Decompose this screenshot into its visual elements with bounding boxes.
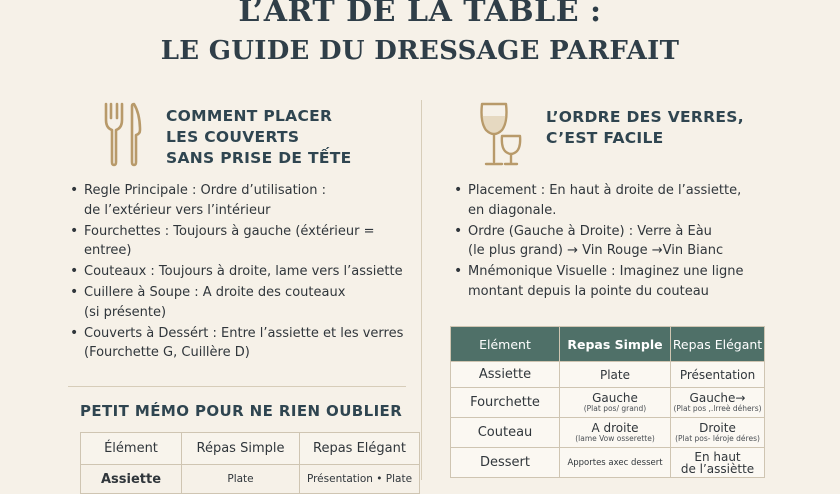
column-header: Repas Elégant bbox=[300, 433, 420, 465]
left-bullet-list bbox=[68, 181, 413, 364]
table-cell: Assiette bbox=[81, 465, 182, 494]
column-header: Répas Simple bbox=[182, 433, 300, 465]
table-cell bbox=[671, 448, 765, 478]
table-row bbox=[451, 418, 765, 448]
table-cell bbox=[560, 388, 671, 418]
memo-title: PETIT MÉMO POUR NE RIEN OUBLIER bbox=[80, 402, 403, 420]
cell-note: (Plat pos/ grand) bbox=[583, 404, 647, 413]
table-row bbox=[81, 465, 420, 494]
right-bullet-list bbox=[452, 181, 812, 303]
cell-main-text: Gauche bbox=[592, 391, 638, 405]
list-item: • Placement : En haut à droite de l’assiette, en diagonale. bbox=[452, 181, 812, 220]
left-heading-line: SANS PRISE DE TẾTE bbox=[166, 149, 352, 167]
cell-note: (Plat pos ,.lrreè déhers) bbox=[673, 404, 762, 413]
column-header: Élément bbox=[81, 433, 182, 465]
left-heading-line: COMMENT PLACER bbox=[166, 107, 333, 125]
list-item: • Couverts à Dessért : Entre l’assiette et les verres (Fourchette G, Cuillère D) bbox=[68, 324, 413, 363]
cell-main-text: En haut bbox=[694, 449, 741, 464]
left-heading-line: LES COUVERTS bbox=[166, 128, 300, 146]
cell-main-text: Droite bbox=[699, 421, 736, 435]
table-header-row bbox=[81, 433, 420, 465]
list-item: • Fourchettes : Toujours à gauche (éxtérieur = entree) bbox=[68, 222, 413, 261]
table-cell bbox=[560, 448, 671, 478]
fork-knife-icon bbox=[100, 100, 144, 168]
table-cell: Plate bbox=[560, 362, 671, 388]
cell-note: (lame Vow osserette) bbox=[575, 434, 655, 443]
table-cell bbox=[671, 388, 765, 418]
table-header-row bbox=[451, 327, 765, 362]
list-item: • Regle Principale : Ordre d’utilisation : de l’extérieur vers l’intérieur bbox=[68, 181, 413, 220]
table-row bbox=[451, 448, 765, 478]
section-separator bbox=[68, 386, 406, 387]
column-header: Repas Simple bbox=[560, 327, 671, 362]
column-header: Elément bbox=[451, 327, 560, 362]
list-item: • Mnémonique Visuelle : Imaginez une ligne montant depuis la pointe du couteau bbox=[452, 262, 812, 301]
cell-note: (Plat pos- léroje déres) bbox=[675, 434, 760, 443]
table-cell: Dessert bbox=[451, 448, 560, 478]
wine-glasses-icon bbox=[476, 100, 526, 168]
cell-main-text: Gauche→ bbox=[689, 391, 746, 405]
table-cell: Assiette bbox=[451, 362, 560, 388]
table-cell: Présentation • Plate bbox=[300, 465, 420, 494]
column-header: Repas Elégant bbox=[671, 327, 765, 362]
table-row bbox=[451, 362, 765, 388]
main-title-line2: LE GUIDE DU DRESSAGE PARFAIT bbox=[160, 36, 680, 66]
column-divider bbox=[421, 100, 422, 480]
table-cell bbox=[671, 418, 765, 448]
right-heading-line: L’ORDRE DES VERRES, bbox=[546, 108, 744, 126]
table-cell: Plate bbox=[182, 465, 300, 494]
cell-note: de l’assiètte bbox=[680, 461, 755, 476]
memo-table bbox=[80, 432, 420, 494]
list-item: • Ordre (Gauche à Droite) : Verre à Eàu (le plus grand) → Vin Rouge →Vin Bianc bbox=[452, 222, 812, 261]
right-heading-line: C’EST FACILE bbox=[546, 129, 664, 147]
table-cell bbox=[560, 418, 671, 448]
table-cell: Fourchette bbox=[451, 388, 560, 418]
left-section-heading bbox=[166, 106, 351, 169]
table-cell: Présentation bbox=[671, 362, 765, 388]
table-row bbox=[451, 388, 765, 418]
cell-main-text: Apportes axec dessert bbox=[567, 457, 663, 468]
table-cell: Couteau bbox=[451, 418, 560, 448]
comparison-table bbox=[450, 326, 765, 478]
main-title-line1: L’ART DE LA TABLE : bbox=[238, 0, 602, 29]
list-item: • Cuillere à Soupe : A droite des couteaux (si présente) bbox=[68, 283, 413, 322]
right-section-heading bbox=[546, 107, 744, 149]
list-item: • Couteaux : Toujours à droite, lame vers l’assiette bbox=[68, 262, 413, 282]
cell-main-text: A droite bbox=[591, 421, 639, 435]
